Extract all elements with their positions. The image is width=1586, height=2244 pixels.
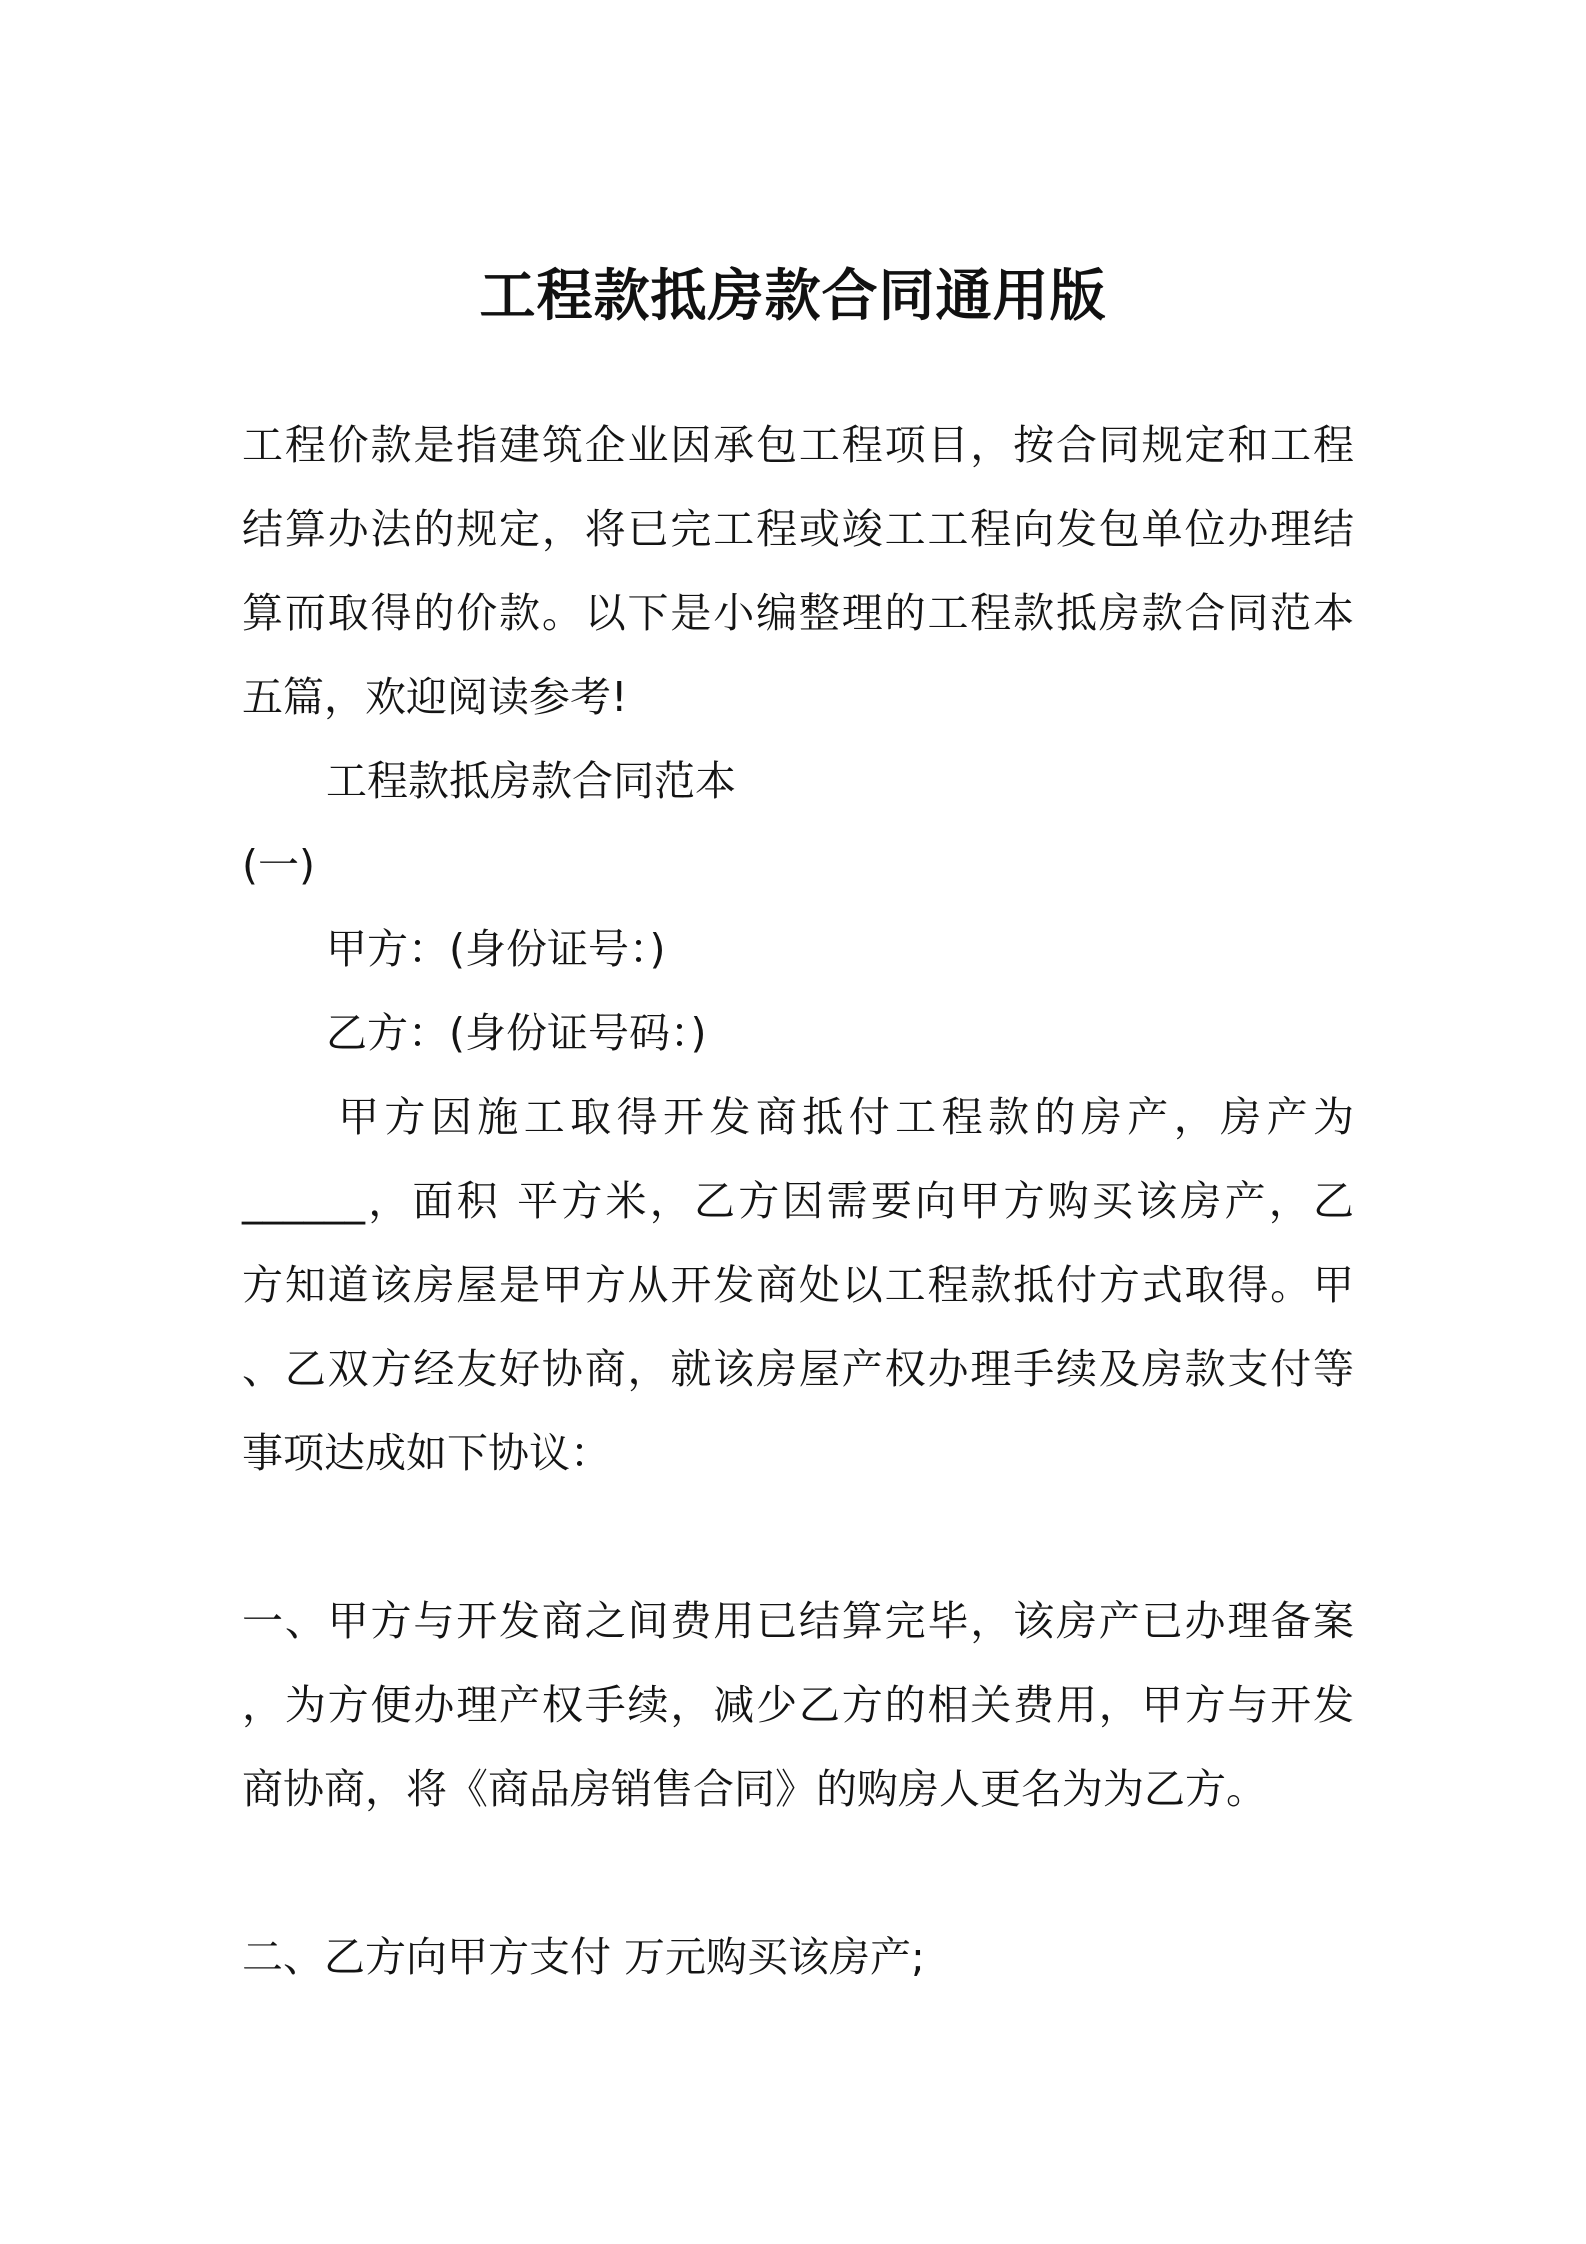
section-heading: 工程款抵房款合同范本: [326, 757, 736, 805]
preamble-line: 事项达成如下协议：: [242, 1429, 611, 1477]
preamble-line: 甲方因施工取得开发商抵付工程款的房产，房产为: [338, 1093, 1354, 1141]
clause-2: [242, 1915, 1354, 1999]
intro-line: 工程价款是指建筑企业因承包工程项目，按合同规定和工程: [242, 421, 1354, 469]
party-b-line: 乙方：(身份证号码：): [326, 1009, 707, 1057]
intro-paragraph: [242, 403, 1354, 739]
intro-line: 算而取得的价款。以下是小编整理的工程款抵房款合同范本: [242, 589, 1354, 637]
clause-1: [242, 1579, 1354, 1831]
preamble-line: 方知道该房屋是甲方从开发商处以工程款抵付方式取得。甲: [242, 1261, 1354, 1309]
preamble-line: 、乙双方经友好协商，就该房屋产权办理手续及房款支付等: [242, 1345, 1354, 1393]
preamble-line: ______，面积 平方米，乙方因需要向甲方购买该房产，乙: [242, 1177, 1354, 1225]
intro-line: 结算办法的规定，将已完工程或竣工工程向发包单位办理结: [242, 505, 1354, 553]
clause-line: 二、乙方向甲方支付 万元购买该房产;: [242, 1933, 925, 1981]
preamble-paragraph: [242, 1075, 1354, 1495]
section-number: (一): [242, 841, 315, 889]
clause-line: 一、甲方与开发商之间费用已结算完毕，该房产已办理备案: [242, 1597, 1354, 1645]
section-block: [242, 739, 1354, 1075]
party-a-line: 甲方：(身份证号：): [326, 925, 666, 973]
clause-line: ，为方便办理产权手续，减少乙方的相关费用，甲方与开发: [242, 1681, 1354, 1729]
clause-line: 商协商，将《商品房销售合同》的购房人更名为为乙方。: [242, 1765, 1267, 1813]
intro-line: 五篇，欢迎阅读参考!: [242, 673, 628, 721]
document-title: 工程款抵房款合同通用版: [479, 264, 1107, 329]
